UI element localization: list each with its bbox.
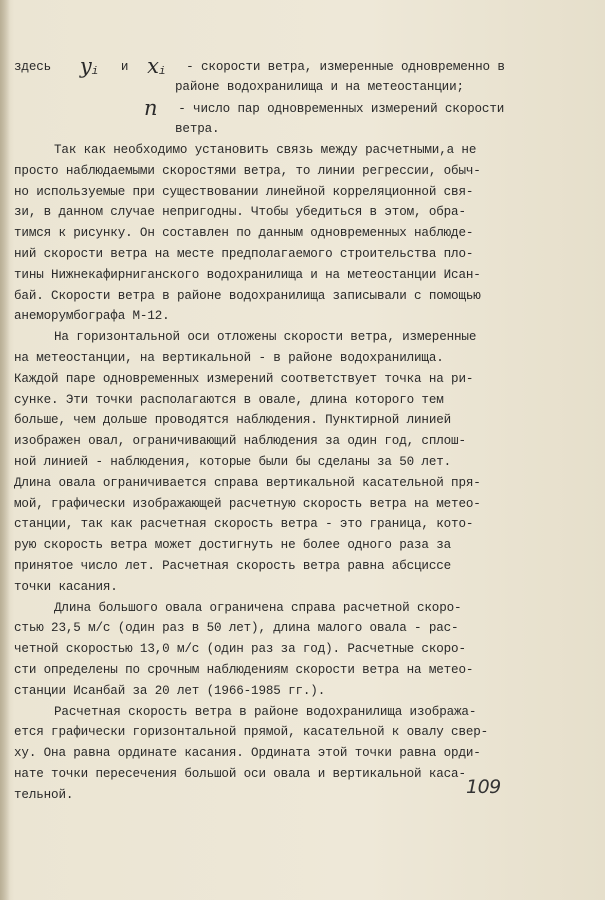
paragraph-line: на метеостанции, на вертикальной - в районе водохранилища. <box>14 350 444 365</box>
paragraph-line: анеморумбографа М-12. <box>14 309 170 324</box>
conjunction: и <box>120 60 129 74</box>
paragraph-line: ной линией - наблюдения, которые были бы сделаны за 50 лет. <box>14 454 452 469</box>
paragraph-line: Длина большого овала ограничена справа расчетной скоро- <box>54 600 462 615</box>
paragraph-3 <box>14 598 519 702</box>
paragraph-line: больше, чем дольше проводятся наблюдения. Пунктирной линией <box>14 413 452 428</box>
paragraph-line: сти определены по срочным наблюдениям скорости ветра на метео- <box>14 662 474 677</box>
definition-yx-continuation <box>175 77 464 98</box>
paragraph-line: ется графически горизонтальной прямой, касательной к овалу свер- <box>14 725 489 740</box>
paragraph-line: но используемые при существовании линейной корреляционной свя- <box>14 184 474 199</box>
paragraph-line: ху. Она равна ординате касания. Ордината этой точки равна орди- <box>14 746 481 761</box>
definition-dash: - <box>186 60 194 74</box>
symbol-y-subscript: i <box>91 66 99 78</box>
definition-yx-line1: скорости ветра, измеренные одновременно в <box>201 60 505 74</box>
paragraph-1 <box>14 140 519 327</box>
symbol-x: x <box>147 54 159 78</box>
paragraph-line: Каждой паре одновременных измерений соответствует точка на ри- <box>14 371 474 386</box>
paragraph-4 <box>14 702 519 806</box>
definition-n-line2: ветра. <box>175 122 220 136</box>
variable-definitions <box>14 56 519 140</box>
paragraph-line: тимся к рисунку. Он составлен по данным одновременных наблюде- <box>14 226 474 241</box>
paragraph-line: зи, в данном случае непригодны. Чтобы убедиться в этом, обра- <box>14 205 466 220</box>
paragraph-line: тельной. <box>14 787 74 802</box>
symbol-x-subscript: i <box>158 66 166 78</box>
paragraph-line: Расчетная скорость ветра в районе водохранилища изобража- <box>54 704 477 719</box>
binding-shadow <box>0 0 10 900</box>
paragraph-line: изображен овал, ограничивающий наблюдения за один год, сплош- <box>14 434 466 449</box>
paragraph-line: сунке. Эти точки располагаются в овале, длина которого тем <box>14 392 444 407</box>
paragraph-line: четной скоростью 13,0 м/с (один раз за год). Расчетные скоро- <box>14 642 466 657</box>
paragraph-line: Длина овала ограничивается справа вертикальной касательной пря- <box>14 475 481 490</box>
paragraph-2 <box>14 327 519 597</box>
text-block <box>14 56 519 806</box>
paragraph-line: просто наблюдаемыми скоростями ветра, то линии регрессии, обыч- <box>14 163 481 178</box>
paragraph-line: нате точки пересечения большой оси овала и вертикальной каса- <box>14 766 466 781</box>
paragraph-line: станции Исанбай за 20 лет (1966-1985 гг.). <box>14 683 326 698</box>
definition-n <box>144 98 504 120</box>
paragraph-line: рую скорость ветра может достигнуть не более одного раза за <box>14 538 452 553</box>
definition-prefix: здесь <box>14 60 52 74</box>
paragraph-line: Так как необходимо установить связь между расчетными,а не <box>54 143 477 157</box>
paragraph-line: ний скорости ветра на месте предполагаемого строительства пло- <box>14 246 474 261</box>
paragraph-line: На горизонтальной оси отложены скорости ветра, измеренные <box>54 330 477 345</box>
paragraph-line: тины Нижнекафирниганского водохранилища и на метеостанции Исан- <box>14 267 481 282</box>
symbol-y: y <box>79 54 92 78</box>
paragraph-line: стью 23,5 м/с (один раз в 50 лет), длина малого овала - рас- <box>14 621 459 636</box>
definition-n-continuation <box>175 119 219 140</box>
paragraph-line: принятое число лет. Расчетная скорость ветра равна абсциссе <box>14 558 452 573</box>
definition-n-line1: - число пар одновременных измерений скорости <box>178 102 505 116</box>
paragraph-line: бай. Скорости ветра в районе водохранилища записывали с помощью <box>14 288 481 303</box>
paragraph-line: станции, так как расчетная скорость ветра - это граница, кото- <box>14 517 474 532</box>
paragraph-line: точки касания. <box>14 579 118 594</box>
symbol-n: n <box>144 96 158 120</box>
definition-yx-line2: районе водохранилища и на метеостанции; <box>175 80 464 94</box>
paragraph-line: мой, графически изображающей расчетную скорость ветра на метео- <box>14 496 481 511</box>
page-number: 109 <box>466 776 501 798</box>
